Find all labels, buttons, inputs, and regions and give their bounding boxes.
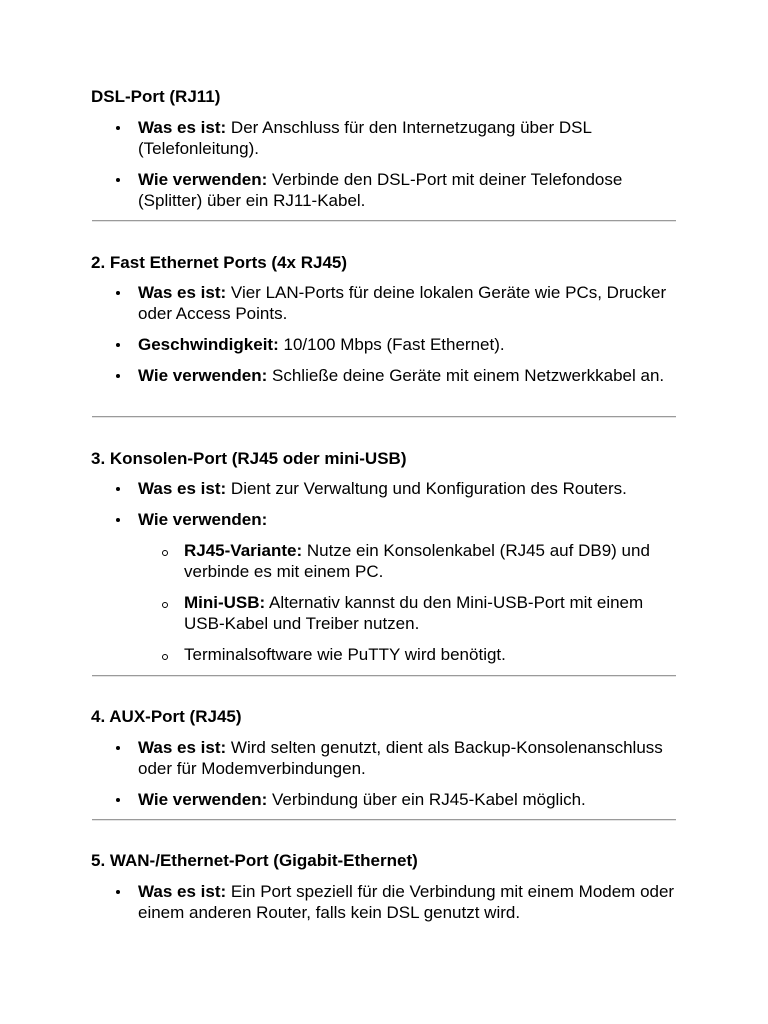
list-item [138, 117, 678, 159]
item-text: Vier LAN-Ports für deine lokalen Geräte wie PCs, Drucker oder Access Points. [138, 283, 667, 323]
list-item [138, 789, 678, 810]
sub-list-item [184, 540, 678, 582]
section-title-aux-port: 4. AUX-Port (RJ45) [91, 707, 242, 726]
item-text: Verbindung über ein RJ45-Kabel möglich. [272, 790, 586, 809]
item-label: Was es ist: [138, 283, 227, 302]
item-text: Alternativ kannst du den Mini-USB-Port mit einem USB-Kabel und Treiber nutzen. [184, 593, 644, 633]
item-text: Ein Port speziell für die Verbindung mit einem Modem oder einem anderen Router, falls kein DSL genutzt wird. [138, 882, 675, 922]
item-label: Wie verwenden: [138, 170, 268, 189]
item-text: Der Anschluss für den Internetzugang über DSL (Telefonleitung). [138, 118, 592, 158]
item-label: Mini-USB: [184, 593, 266, 612]
list-item [138, 169, 678, 211]
item-label: RJ45-Variante: [184, 541, 303, 560]
item-label: Wie verwenden: [138, 510, 268, 529]
list-item [138, 334, 678, 355]
section-divider [92, 416, 676, 418]
section-title-konsolen-port: 3. Konsolen-Port (RJ45 oder mini-USB) [91, 449, 407, 468]
sub-list-item [184, 592, 678, 634]
item-text: Dient zur Verwaltung und Konfiguration des Routers. [230, 479, 627, 498]
list-item [138, 365, 678, 386]
section-divider [92, 220, 676, 222]
item-text: Schließe deine Geräte mit einem Netzwerkkabel an. [272, 366, 665, 385]
section-title-dsl-port: DSL-Port (RJ11) [91, 87, 221, 106]
list-item [138, 478, 678, 499]
list-item [138, 881, 678, 923]
item-label: Geschwindigkeit: [138, 335, 279, 354]
sub-list-item [184, 644, 678, 665]
list-item [138, 737, 678, 779]
item-label: Was es ist: [138, 882, 227, 901]
item-label: Wie verwenden: [138, 366, 268, 385]
section-title-fast-ethernet: 2. Fast Ethernet Ports (4x RJ45) [91, 253, 348, 272]
item-text: Wird selten genutzt, dient als Backup-Konsolenanschluss oder für Modemverbindungen. [138, 738, 663, 778]
item-text: 10/100 Mbps (Fast Ethernet). [283, 335, 505, 354]
section-divider [92, 675, 676, 677]
item-label: Was es ist: [138, 738, 227, 757]
list-item [138, 509, 678, 530]
item-label: Was es ist: [138, 118, 227, 137]
list-item [138, 282, 678, 324]
item-text: Nutze ein Konsolenkabel (RJ45 auf DB9) und verbinde es mit einem PC. [184, 541, 650, 581]
item-text: Terminalsoftware wie PuTTY wird benötigt. [184, 645, 506, 664]
item-label: Was es ist: [138, 479, 227, 498]
section-title-wan-port: 5. WAN-/Ethernet-Port (Gigabit-Ethernet) [91, 851, 418, 870]
section-divider [92, 819, 676, 821]
item-label: Wie verwenden: [138, 790, 268, 809]
item-text: Verbinde den DSL-Port mit deiner Telefondose (Splitter) über ein RJ11-Kabel. [138, 170, 623, 210]
